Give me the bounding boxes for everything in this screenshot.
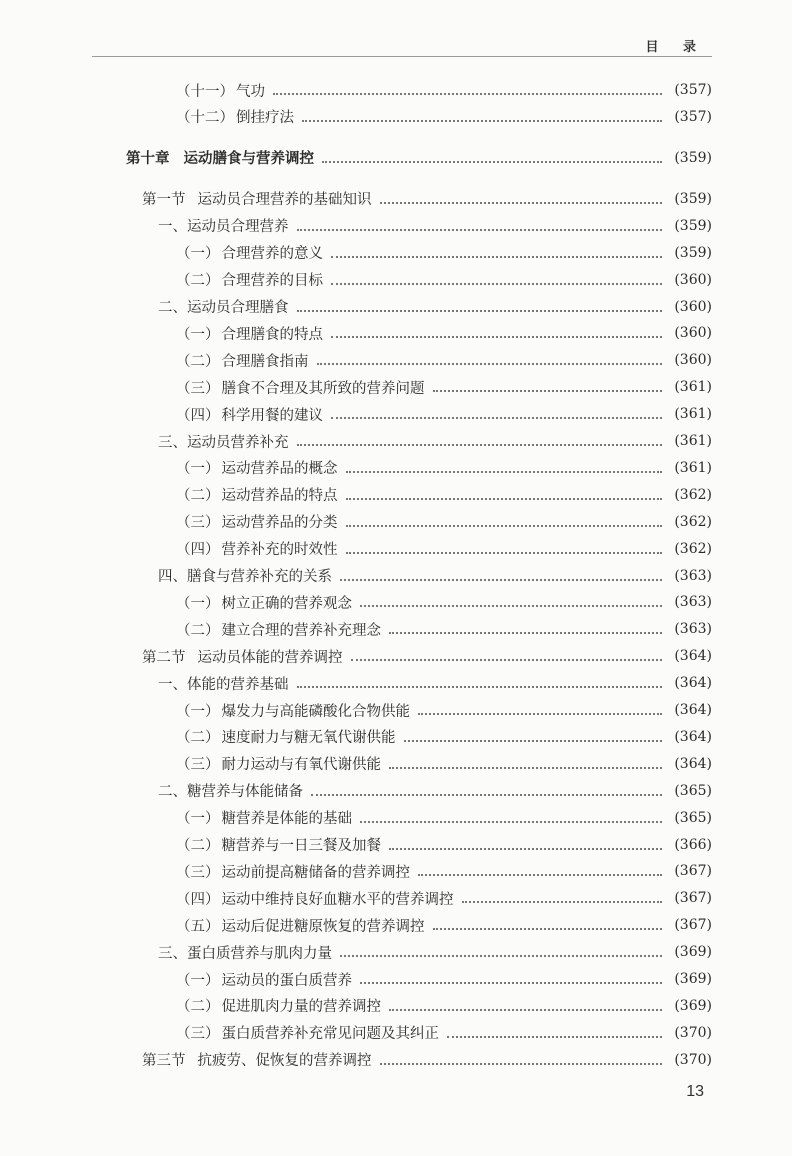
- toc-entry-title: 运动营养品的分类: [221, 515, 338, 532]
- toc-entry-number: 第三节: [142, 1053, 186, 1070]
- toc-entry-heading: [176, 404, 323, 425]
- dot-leader: [380, 202, 663, 204]
- toc-entry-heading: [176, 1022, 439, 1043]
- toc-entry[interactable]: [0, 967, 792, 991]
- toc-entry-page: (369): [674, 971, 712, 987]
- toc-entry-page: (364): [674, 702, 712, 718]
- toc-entry-number: （一）: [176, 811, 220, 828]
- dot-leader: [302, 120, 662, 122]
- dot-leader: [340, 955, 662, 957]
- toc-entry-page: (369): [674, 944, 712, 961]
- toc-entry-number: （三）: [176, 757, 220, 774]
- toc-entry[interactable]: [0, 321, 792, 345]
- toc-entry-heading: [158, 942, 332, 963]
- toc-entry-number: （二）: [176, 838, 220, 854]
- toc-entry-number: （二）: [176, 730, 220, 747]
- toc-entry-number: 一、: [158, 219, 187, 236]
- toc-entry-heading: [176, 619, 381, 640]
- toc-entry-heading: [142, 1049, 372, 1070]
- dot-leader: [380, 1063, 663, 1065]
- toc-entry-title: 合理膳食的特点: [221, 326, 323, 343]
- toc-entry-heading: [176, 106, 294, 127]
- toc-entry-page: (370): [674, 1024, 712, 1041]
- toc-entry-number: （一）: [176, 326, 220, 343]
- toc-entry-heading: [176, 861, 410, 882]
- toc-entry-heading: [176, 457, 338, 478]
- dot-leader: [340, 579, 662, 581]
- toc-entry-page: (361): [674, 459, 712, 476]
- dot-leader: [331, 336, 662, 338]
- dot-leader: [418, 713, 662, 715]
- header-rule: [92, 56, 712, 57]
- toc-entry[interactable]: [0, 510, 792, 534]
- toc-entry-number: 二、: [158, 300, 187, 316]
- toc-entry-number: （十一）: [176, 83, 234, 100]
- toc-entry-heading: [176, 995, 381, 1016]
- toc-entry[interactable]: [0, 994, 792, 1018]
- dot-leader: [433, 928, 663, 930]
- toc-entry-number: （二）: [176, 999, 220, 1016]
- toc-entry-title: 爆发力与高能磷酸化合物供能: [221, 703, 410, 720]
- toc-entry[interactable]: [0, 1021, 792, 1045]
- toc-entry[interactable]: [0, 806, 792, 830]
- toc-entry-number: （一）: [176, 972, 220, 989]
- toc-entry-number: 一、: [158, 676, 187, 693]
- toc-entry-page: (360): [674, 271, 712, 288]
- toc-entry[interactable]: [0, 940, 792, 964]
- toc-entry-title: 蛋白质营养补充常见问题及其纠正: [221, 1026, 439, 1043]
- toc-entry-number: 三、: [158, 434, 187, 451]
- toc-entry-number: （二）: [176, 488, 220, 505]
- toc-entry-heading: [176, 323, 323, 344]
- page-number: 13: [686, 1083, 704, 1100]
- dot-leader: [346, 498, 663, 500]
- toc-entry-number: （一）: [176, 703, 220, 720]
- toc-entry-title: 膳食与营养补充的关系: [187, 569, 332, 585]
- toc-chapter-entry[interactable]: [0, 146, 792, 170]
- toc-entry-title: 耐力运动与有氧代谢供能: [221, 757, 381, 774]
- dot-leader: [297, 310, 663, 312]
- toc-entry-number: （十二）: [176, 110, 234, 127]
- dot-leader: [317, 363, 663, 365]
- toc-entry-page: (360): [674, 298, 712, 315]
- toc-entry-title: 运动员的蛋白质营养: [221, 972, 352, 989]
- toc-entry[interactable]: [0, 348, 792, 372]
- toc-entry[interactable]: [0, 214, 792, 238]
- toc-entry-page: (363): [674, 567, 712, 584]
- toc-entry[interactable]: [0, 564, 792, 588]
- toc-entry-heading: [158, 215, 289, 236]
- toc-section-entry[interactable]: [0, 187, 792, 211]
- toc-entry-number: （二）: [176, 353, 220, 370]
- toc-entry-title: 运动前提高糖储备的营养调控: [221, 864, 410, 881]
- toc-entry-page: (367): [674, 917, 712, 934]
- dot-leader: [360, 982, 662, 984]
- toc-entry[interactable]: [0, 833, 792, 857]
- toc-entry-page: (361): [674, 379, 712, 396]
- dot-leader: [273, 93, 662, 95]
- toc-entry-page: (364): [674, 728, 712, 745]
- toc-entry-page: (357): [674, 82, 712, 98]
- toc-entry-page: (364): [674, 648, 712, 665]
- toc-entry-heading: [176, 377, 425, 398]
- dot-leader: [389, 767, 662, 769]
- toc-entry-heading: [176, 753, 381, 774]
- toc-entry-heading: [176, 242, 323, 263]
- toc-entry[interactable]: [0, 752, 792, 776]
- toc-entry-title: 科学用餐的建议: [221, 407, 323, 424]
- toc-entry-heading: [142, 188, 372, 209]
- toc-entry-page: (365): [674, 809, 712, 826]
- toc-entry-title: 气功: [236, 83, 265, 100]
- toc-entry-title: 运动中维持良好血糖水平的营养调控: [221, 891, 454, 908]
- toc-entry-title: 抗疲劳、促恢复的营养调控: [197, 1053, 372, 1070]
- toc-entry-title: 合理营养的意义: [221, 246, 323, 263]
- toc-entry-heading: [158, 780, 303, 801]
- toc-entry-heading: [126, 147, 314, 168]
- toc-entry-number: 第十章: [126, 150, 170, 168]
- running-header: [92, 36, 712, 58]
- dot-leader: [351, 659, 663, 661]
- toc-entry-heading: [176, 511, 338, 532]
- toc-entry[interactable]: [0, 105, 792, 129]
- toc-entry-number: （一）: [176, 246, 220, 263]
- toc-entry-heading: [158, 565, 332, 586]
- toc-section-entry[interactable]: [0, 644, 792, 668]
- toc-entry-number: （三）: [176, 380, 220, 397]
- toc-entry[interactable]: [0, 617, 792, 641]
- toc-entry-title: 蛋白质营养与肌肉力量: [187, 945, 332, 962]
- toc-entry-title: 运动员体能的营养调控: [197, 649, 343, 666]
- toc-entry-title: 运动营养品的概念: [221, 461, 338, 478]
- toc-entry-heading: [176, 807, 352, 828]
- toc-entry-heading: [176, 350, 309, 371]
- toc-entry-heading: [158, 673, 289, 694]
- toc-entry-page: (367): [674, 863, 712, 880]
- toc-entry-page: (362): [674, 486, 712, 503]
- toc-entry-page: (364): [674, 675, 712, 692]
- toc-entry-title: 树立正确的营养观念: [221, 595, 352, 612]
- toc-entry-number: （二）: [176, 273, 220, 290]
- toc-entry[interactable]: [0, 456, 792, 480]
- dot-leader: [360, 605, 662, 607]
- dot-leader: [331, 417, 662, 419]
- toc-entry-number: （四）: [176, 407, 220, 424]
- toc-entry-page: (361): [674, 406, 712, 423]
- toc-entry-number: （四）: [176, 542, 220, 559]
- dot-leader: [346, 471, 663, 473]
- toc-entry-title: 运动营养品的特点: [221, 488, 338, 505]
- dot-leader: [462, 901, 663, 903]
- toc-entry-number: （三）: [176, 515, 220, 532]
- toc-entry-title: 运动员营养补充: [187, 434, 289, 451]
- toc-entry-heading: [158, 296, 289, 317]
- toc-entry-title: 合理膳食指南: [221, 353, 309, 370]
- toc-entry-title: 体能的营养基础: [187, 676, 289, 693]
- toc-entry[interactable]: [0, 779, 792, 803]
- toc-entry[interactable]: [0, 241, 792, 265]
- toc-entry-heading: [158, 431, 289, 452]
- toc-entry-heading: [176, 700, 410, 721]
- dot-leader: [433, 390, 663, 392]
- dot-leader: [297, 686, 663, 688]
- toc-entry-heading: [176, 969, 352, 990]
- toc-entry-number: 第二节: [142, 649, 186, 666]
- toc-entry-page: (359): [674, 217, 712, 234]
- dot-leader: [346, 552, 663, 554]
- dot-leader: [389, 1009, 662, 1011]
- header-title: 目 录: [645, 40, 706, 55]
- toc-entry[interactable]: [0, 913, 792, 937]
- toc-entry-heading: [176, 80, 265, 101]
- dot-leader: [360, 821, 662, 823]
- toc-entry-number: （三）: [176, 864, 220, 881]
- dot-leader: [297, 444, 663, 446]
- toc-entry-number: （三）: [176, 1026, 220, 1043]
- toc-entry[interactable]: [0, 537, 792, 561]
- toc-entry-heading: [176, 269, 323, 290]
- toc-entry[interactable]: [0, 78, 792, 102]
- toc-entry-heading: [176, 484, 338, 505]
- toc-entry-page: (357): [674, 108, 712, 125]
- toc-entry-page: (360): [674, 325, 712, 342]
- toc-entry-page: (363): [674, 621, 712, 638]
- toc-entry-title: 膳食不合理及其所致的营养问题: [221, 380, 425, 397]
- dot-leader: [311, 794, 662, 796]
- toc-entry-title: 运动员合理膳食: [187, 300, 289, 316]
- toc-entry[interactable]: [0, 375, 792, 399]
- toc-entry-heading: [176, 726, 396, 747]
- toc-section-entry[interactable]: [0, 1048, 792, 1072]
- toc-entry-number: （一）: [176, 461, 220, 478]
- toc-entry-page: (363): [674, 594, 712, 611]
- dot-leader: [447, 1036, 662, 1038]
- dot-leader: [389, 848, 662, 850]
- toc-entry-number: 二、: [158, 784, 187, 801]
- toc-entry-page: (366): [674, 836, 712, 853]
- toc-entry-page: (362): [674, 513, 712, 530]
- dot-leader: [331, 256, 662, 258]
- toc-entry-title: 糖营养与体能储备: [187, 784, 303, 801]
- toc-entry[interactable]: [0, 402, 792, 426]
- toc-entry[interactable]: [0, 671, 792, 695]
- toc-entry-page: (359): [674, 190, 712, 207]
- toc-entry-page: (359): [674, 149, 712, 166]
- toc-entry-title: 运动员合理营养的基础知识: [197, 192, 372, 209]
- toc-entry-page: (364): [674, 755, 712, 772]
- dot-leader: [297, 229, 663, 231]
- toc-entry-page: (360): [674, 352, 712, 369]
- toc-entry-number: （五）: [176, 918, 220, 935]
- dot-leader: [331, 283, 662, 285]
- toc-entry-page: (370): [674, 1051, 712, 1068]
- toc-entry-title: 合理营养的目标: [221, 273, 323, 290]
- toc-entry[interactable]: [0, 859, 792, 883]
- toc-entry[interactable]: [0, 725, 792, 749]
- toc-entry-title: 运动膳食与营养调控: [183, 150, 314, 168]
- toc-entry-heading: [176, 915, 425, 936]
- dot-leader: [418, 874, 662, 876]
- toc-entry-title: 运动员合理营养: [187, 219, 289, 236]
- dot-leader: [322, 161, 662, 163]
- toc-entry-heading: [176, 538, 338, 559]
- toc-entry[interactable]: [0, 295, 792, 319]
- toc-entry-heading: [176, 592, 352, 613]
- toc-entry-heading: [142, 646, 343, 667]
- toc-entry-heading: [176, 888, 454, 909]
- toc-entry[interactable]: [0, 698, 792, 722]
- toc-entry-number: 四、: [158, 569, 187, 585]
- toc-entry-title: 速度耐力与糖无氧代谢供能: [221, 730, 396, 747]
- toc-entry-title: 促进肌肉力量的营养调控: [221, 999, 381, 1016]
- toc-entry-page: (359): [674, 244, 712, 261]
- toc-entry-title: 糖营养与一日三餐及加餐: [221, 838, 381, 854]
- toc-entry-number: （一）: [176, 595, 220, 612]
- toc-entry[interactable]: [0, 483, 792, 507]
- toc-entry-title: 运动后促进糖原恢复的营养调控: [221, 918, 425, 935]
- toc-entry-page: (365): [674, 782, 712, 799]
- toc-entry-number: （二）: [176, 622, 220, 639]
- toc-entry-number: （四）: [176, 891, 220, 908]
- toc-entry-number: 第一节: [142, 192, 186, 209]
- toc-entry[interactable]: [0, 429, 792, 453]
- toc-entry[interactable]: [0, 590, 792, 614]
- toc-entry-page: (369): [674, 997, 712, 1014]
- toc-entry-page: (367): [674, 890, 712, 907]
- dot-leader: [346, 525, 663, 527]
- toc-entry-number: 三、: [158, 945, 187, 962]
- toc-entry-heading: [176, 834, 381, 855]
- dot-leader: [389, 632, 662, 634]
- toc-entry[interactable]: [0, 268, 792, 292]
- toc-entry[interactable]: [0, 886, 792, 910]
- dot-leader: [404, 740, 663, 742]
- toc-entry-title: 糖营养是体能的基础: [221, 811, 352, 828]
- toc-entry-title: 营养补充的时效性: [221, 542, 338, 559]
- toc-entry-page: (362): [674, 540, 712, 557]
- toc-entry-page: (361): [674, 433, 712, 449]
- toc-entry-title: 建立合理的营养补充理念: [221, 622, 381, 639]
- toc-entry-title: 倒挂疗法: [236, 110, 294, 127]
